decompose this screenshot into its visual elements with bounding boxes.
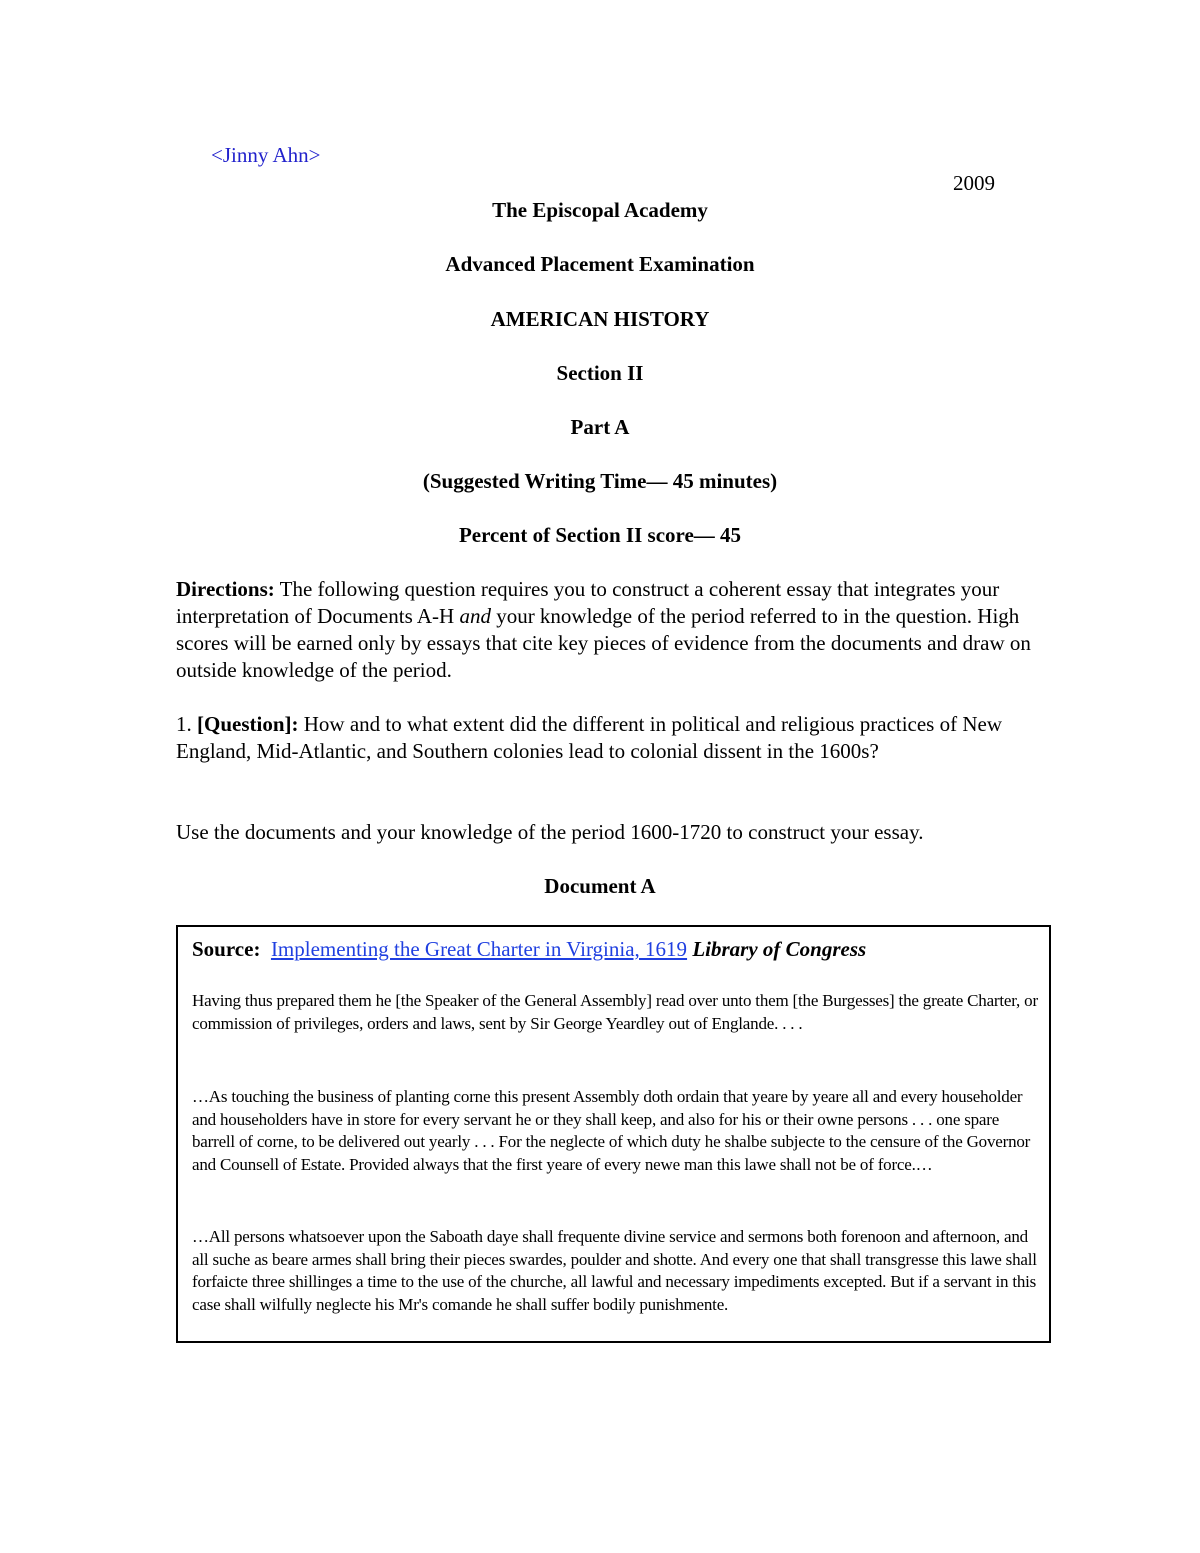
source-publisher: Library of Congress [692,937,867,961]
section-title: Section II [556,361,644,385]
school-name: The Episcopal Academy [492,198,708,222]
source-link[interactable]: Implementing the Great Charter in Virginia, 1619 [270,937,688,961]
subject-title: AMERICAN HISTORY [490,307,710,331]
document-a-box [176,925,1051,1343]
question-text: How and to what extent did the different in political and religious practices of New England, Mid-Atlantic, and Southern colonies lead to colonial dissent in the 1600s? [176,712,1002,763]
directions-emphasis: and [459,604,491,628]
question-number: 1. [176,712,197,736]
source-line [192,937,866,962]
directions-paragraph [176,576,1046,684]
question-paragraph [176,711,1046,765]
writing-time: (Suggested Writing Time— 45 minutes) [422,469,778,493]
question-label: [Question]: [197,712,299,736]
directions-text-1: The following question requires you to construct a coherent essay that integrates your interpretation of Documents A-H [176,577,1000,628]
essay-instruction: Use the documents and your knowledge of the period 1600-1720 to construct your essay. [176,820,924,844]
document-heading: Document A [544,874,656,898]
part-title: Part A [570,415,630,439]
source-label: Source: [192,937,261,961]
excerpt-paragraph: …All persons whatsoever upon the Saboath daye shall frequente divine service and sermons both forenoon and afternoon, and all suche as beare armes shall bring their pieces swardes, poulder and shotte. And every one that shall transgresse this lawe shall forfaicte three shillinges a time to the use of the churche, all lawful and necessary impediments excepted. But if a servant in this case shall wilfully neglecte his Mr's comande he shall suffer bodily punishmente. [192,1227,1037,1314]
directions-text-2: your knowledge of the period referred to in the question. High scores will be earned only by essays that cite key pieces of evidence from the documents and draw on outside knowledge of the period. [176,604,1031,682]
excerpt-paragraph: Having thus prepared them he [the Speaker of the General Assembly] read over unto them [the Burgesses] the greate Charter, or commission of privileges, orders and laws, sent by Sir George Yeardley out of Englande. . . . [192,991,1038,1033]
excerpt-paragraph: …As touching the business of planting corne this present Assembly doth ordain that yeare by yeare all and every householder and householders have in store for every servant he or they shall keep, and also for his or their owne persons . . . one spare barrell of corne, to be delivered out yearly . . . For the neglecte of which duty he shalbe subjecte to the censure of the Governor and Counsell of Estate. Provided always that the first yeare of every newe man this lawe shall not be of force.… [192,1087,1031,1174]
exam-title: Advanced Placement Examination [445,252,755,276]
section-percent: Percent of Section II score— 45 [458,523,742,547]
author-name: <Jinny Ahn> [211,143,321,167]
directions-label: Directions: [176,577,275,601]
exam-year: 2009 [953,171,995,195]
